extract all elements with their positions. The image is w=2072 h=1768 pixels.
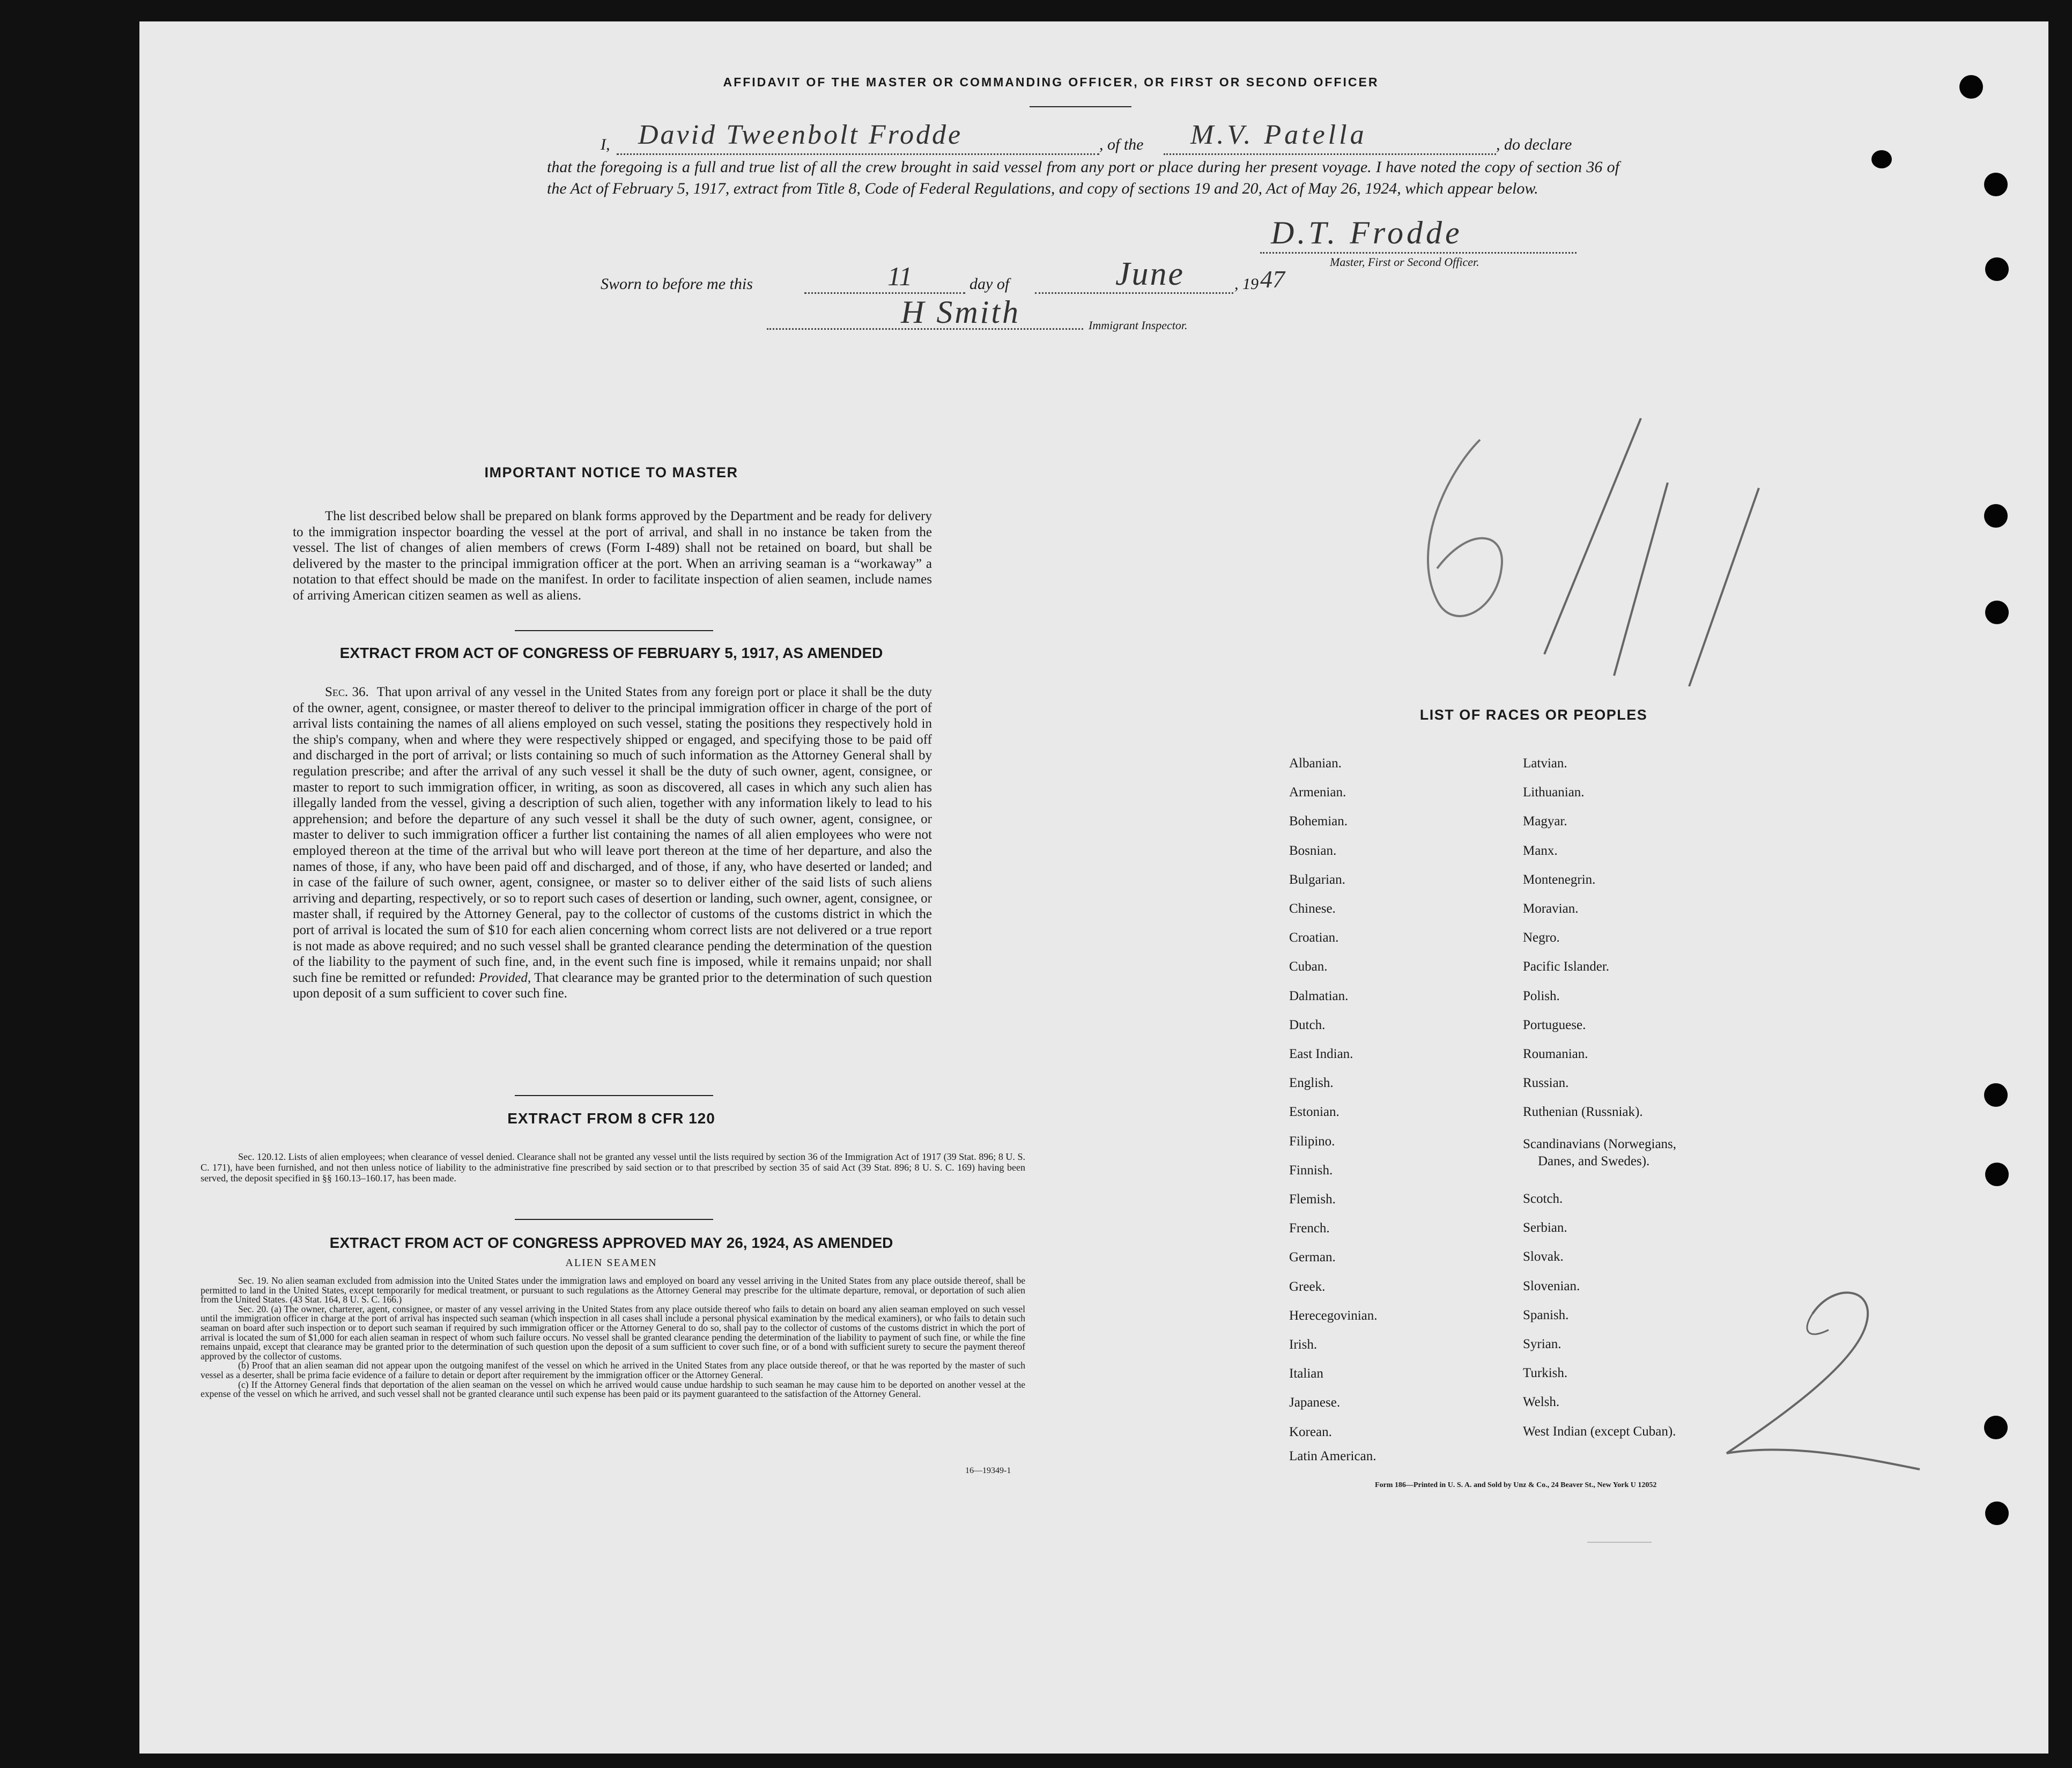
notice-title: IMPORTANT NOTICE TO MASTER xyxy=(484,464,738,480)
race-item: Korean. xyxy=(1289,1424,1332,1439)
form-code: 16—19349-1 xyxy=(965,1466,1011,1475)
extract-1917-body xyxy=(293,684,932,1002)
race-item: Russian. xyxy=(1523,1076,1569,1091)
race-item: Slovenian. xyxy=(1523,1278,1580,1293)
vessel-name-line xyxy=(1164,153,1496,155)
race-item: Japanese. xyxy=(1289,1395,1341,1410)
race-item: Montenegrin. xyxy=(1523,872,1596,887)
race-item: Negro. xyxy=(1523,930,1560,945)
officer-name-line xyxy=(617,153,1099,155)
sec20b-text: (b) Proof that an alien seaman did not appear upon the outgoing manifest of the vessel on which he arrived in the United States from any place outside thereof, or that he was reported by the master of such vessel as a deserter, shall be prima facie evidence of a failure to detain or deport after requirement by the immigration officer or the Attorney General. xyxy=(201,1360,1025,1380)
section-divider xyxy=(515,630,713,631)
master-signature-label: Master, First or Second Officer. xyxy=(1330,255,1479,269)
race-item: Flemish. xyxy=(1289,1192,1336,1207)
binder-hole xyxy=(1984,1416,2008,1439)
race-item: Danes, and Swedes). xyxy=(1538,1154,1650,1168)
binder-hole xyxy=(1984,504,2008,528)
race-item: German. xyxy=(1289,1250,1336,1265)
race-item: Spanish. xyxy=(1523,1307,1569,1322)
race-item: Manx. xyxy=(1523,843,1558,858)
binder-hole xyxy=(1984,1083,2008,1107)
race-item: Polish. xyxy=(1523,988,1560,1003)
sworn-year-prefix: , 19 xyxy=(1234,275,1259,293)
race-item: Italian xyxy=(1289,1366,1323,1381)
extract-cfr-title: EXTRACT FROM 8 CFR 120 xyxy=(507,1110,715,1127)
race-item: Bohemian. xyxy=(1289,814,1348,829)
sworn-prefix: Sworn to before me this xyxy=(601,275,753,293)
race-item: Serbian. xyxy=(1523,1220,1567,1236)
section-divider xyxy=(515,1095,713,1096)
sec20a-text: Sec. 20. (a) The owner, charterer, agent, consignee, or master of any vessel arriving in the United States from any place outside thereof who fails to detain on board any alien seaman employed on such vessel until the immigration officer in charge at the port of arrival has inspected such seaman (which inspection in all cases shall include a personal physical examination by the medical examiners), or who fails to detain such seaman on board after such inspection or to deport such seaman if required by such immigration officer or the Attorney General to do so, shall pay to the collector of customs of the customs district in which the port of arrival is located the sum of $1,000 for each alien seaman in respect of whom such failure occurs. No vessel shall be granted clearance pending the determination of the liability to payment of such fine, or while the fine remains unpaid, except that clearance may be granted prior to the determination of such question upon the deposit of a sum sufficient to cover such fine, or of a bond with sufficient surety to secure the payment thereof approved by the collector of customs. xyxy=(201,1303,1025,1362)
race-item: Bulgarian. xyxy=(1289,872,1345,887)
provided-word: Provided, xyxy=(479,970,531,985)
race-item: Welsh. xyxy=(1523,1395,1560,1410)
master-signature-line xyxy=(1260,252,1577,254)
race-item: Armenian. xyxy=(1289,785,1346,800)
race-item: Slovak. xyxy=(1523,1249,1564,1264)
race-item: Herecegovinian. xyxy=(1289,1308,1378,1323)
races-title: LIST OF RACES OR PEOPLES xyxy=(1419,707,1648,723)
sworn-day-of: day of xyxy=(970,275,1010,293)
binder-hole xyxy=(1985,1163,2009,1186)
race-item: Syrian. xyxy=(1523,1337,1562,1351)
race-item: Pacific Islander. xyxy=(1523,959,1610,974)
binder-hole xyxy=(1985,257,2009,281)
title-divider xyxy=(1030,106,1131,107)
race-item: Cuban. xyxy=(1289,959,1328,974)
race-item: Croatian. xyxy=(1289,930,1339,945)
extract-1924-title: EXTRACT FROM ACT OF CONGRESS APPROVED MAY 26, 1924, AS AMENDED xyxy=(329,1234,893,1251)
race-item: Estonian. xyxy=(1289,1105,1340,1120)
race-item: Roumanian. xyxy=(1523,1047,1588,1061)
affidavit-body: that the foregoing is a full and true list of all the crew brought in said vessel from any port or place during her present voyage. I have noted the copy of section 36 of the Act of February 5, 1917, extract from Title 8, Code of Federal Regulations, and copy of sections 19 and 20, Act of May 26, 1924, which appear below. xyxy=(547,158,1619,197)
handwritten-page-mark xyxy=(1705,1282,1930,1475)
race-item: French. xyxy=(1289,1221,1330,1236)
footer-divider xyxy=(1587,1542,1652,1543)
race-item: Finnish. xyxy=(1289,1163,1333,1178)
sec36-label: Sec. 36. xyxy=(325,685,369,699)
affidavit-line1-suffix: , do declare xyxy=(1496,136,1572,153)
inspector-label: Immigrant Inspector. xyxy=(1089,319,1188,332)
race-item: Magyar. xyxy=(1523,814,1567,829)
extract-1917-title: EXTRACT FROM ACT OF CONGRESS OF FEBRUARY 5, 1917, AS AMENDED xyxy=(339,645,883,661)
race-item: Dutch. xyxy=(1289,1017,1326,1032)
binder-hole xyxy=(1984,173,2008,196)
extract-1924-body xyxy=(201,1276,1025,1399)
race-item: English. xyxy=(1289,1076,1334,1091)
race-item: Scandinavians (Norwegians, xyxy=(1523,1137,1677,1151)
sworn-year: 47 xyxy=(1260,265,1285,293)
handwritten-sheet-number xyxy=(1373,408,1786,686)
race-item: Chinese. xyxy=(1289,901,1336,916)
race-item: Dalmatian. xyxy=(1289,988,1349,1003)
section-divider xyxy=(515,1219,713,1220)
race-item: West Indian (except Cuban). xyxy=(1523,1424,1676,1439)
race-item: Ruthenian (Russniak). xyxy=(1523,1105,1643,1120)
vessel-name-handwritten: M.V. Patella xyxy=(1190,120,1367,150)
race-item: Scotch. xyxy=(1523,1192,1563,1206)
extract-cfr-body: Sec. 120.12. Lists of alien employees; when clearance of vessel denied. Clearance shall not be granted any vessel until the lists required by section 36 of the Immigration Act of 1917 (39 Stat. 896; 8 U. S. C. 171), have been furnished, and not then unless notice of liability to the administrative fine prescribed by said section or to that prescribed by section 35 of said Act (39 Stat. 896; 8 U. S. C. 169) having been served, the deposit specified in §§ 160.13–160.17, has been made. xyxy=(201,1151,1025,1183)
binder-hole xyxy=(1959,75,1983,99)
race-item: Bosnian. xyxy=(1289,843,1337,858)
race-item: Filipino. xyxy=(1289,1134,1335,1149)
master-signature: D.T. Frodde xyxy=(1271,215,1463,250)
inspector-signature: H Smith xyxy=(901,294,1020,330)
binder-hole xyxy=(1985,1501,2009,1525)
race-item: Latin American. xyxy=(1289,1449,1377,1463)
affidavit-line1-mid: , of the xyxy=(1099,136,1144,153)
race-item: Greek. xyxy=(1289,1279,1326,1294)
race-item: Lithuanian. xyxy=(1523,785,1585,800)
binder-hole xyxy=(1985,601,2009,624)
race-item: Moravian. xyxy=(1523,901,1579,916)
notice-body: The list described below shall be prepared on blank forms approved by the Department and be ready for delivery to the immigration inspector boarding the vessel at the port of arrival, and shall in no instance be taken from the vessel. The list of changes of alien members of crews (Form I-489) shall not be retained on board, but shall be delivered by the master to the principal immigration officer at the port. When an arriving seaman is a “workaway” a notation to that effect should be made on the manifest. In order to facilitate inspection of alien seamen, include names of arriving American citizen seamen as well as aliens. xyxy=(293,509,932,603)
sworn-day: 11 xyxy=(887,261,913,291)
sworn-month: June xyxy=(1115,256,1185,292)
sec20c-text: (c) If the Attorney General finds that deportation of the alien seaman on the vessel on which he arrived would cause undue hardship to such seaman he may cause him to be deported on another vessel at the expense of the vessel on which he arrived, and such vessel shall not be granted clearance until such expense has been paid or its payment guaranteed to the satisfaction of the Attorney General. xyxy=(201,1379,1025,1400)
printer-footer: Form 186—Printed in U. S. A. and Sold by Unz & Co., 24 Beaver St., New York U 12052 xyxy=(1375,1481,1657,1489)
race-item: Latvian. xyxy=(1523,756,1567,771)
affidavit-line1-prefix: I, xyxy=(601,136,610,153)
page-mark-text xyxy=(1812,1442,1813,1443)
race-item: Portuguese. xyxy=(1523,1017,1586,1032)
sec19-text: Sec. 19. No alien seaman excluded from admission into the United States under the immigration laws and employed on board any vessel arriving in the United States from any place outside thereof, shall be permitted to land in the United States, except temporarily for medical treatment, or pursuant to such regulations as the Attorney General may prescribe for the ultimate departure, removal, or deportation of such alien from the United States. (43 Stat. 164, 8 U. S. C. 166.) xyxy=(201,1275,1025,1305)
race-item: Turkish. xyxy=(1523,1366,1568,1381)
race-item: Irish. xyxy=(1289,1337,1318,1352)
extract-1924-subtitle: ALIEN SEAMEN xyxy=(565,1257,657,1269)
binder-hole xyxy=(1871,150,1892,168)
race-item: Albanian. xyxy=(1289,756,1342,771)
sec36-text: That upon arrival of any vessel in the United States from any foreign port or place it shall be the duty of the owner, agent, consignee, or master thereof to deliver to the principal immigration officer in charge of the port of arrival lists containing the names of all aliens employed on such vessel, stating the positions they respectively hold in the ship's company, when and where they were respectively shipped or engaged, and specifying those to be paid off and discharged in the port of arrival; or lists containing so much of such information as the Attorney General shall by regulation prescribe; and after the arrival of any such vessel it shall be the duty of such owner, agent, consignee, or master to report to such immigration officer, in writing, as soon as discovered, all cases in which any such alien has illegally landed from the vessel, giving a description of such alien, together with any information likely to lead to his apprehension; and before the departure of any such vessel it shall be the duty of such owner, agent, consignee, or master to deliver to such immigration officer a further list containing the names of all alien employees who were not employed thereon at the time of the arrival but who will leave port thereon at the time of her departure, and also the names of those, if any, who have been paid off and discharged, and of those, if any, who have deserted or landed; and in case of the failure of such owner, agent, consignee, or master so to deliver either of the said lists of such aliens arriving and departing, respectively, or so to report such cases of desertion or landing, such owner, agent, consignee, or master shall, if required by the Attorney General, pay to the collector of customs of the customs district in which the port of arrival is located the sum of $10 for each alien concerning whom correct lists are not delivered or a true report is not made as above required; and no such vessel shall be granted clearance pending the determination of the question of the liability to the payment of such fine, and, in the event such fine is imposed, while it remains unpaid; nor shall such fine be remitted or refunded: xyxy=(293,685,932,985)
affidavit-title: AFFIDAVIT OF THE MASTER OR COMMANDING OFFICER, OR FIRST OR SECOND OFFICER xyxy=(723,75,1379,89)
sec36-end: That clearance may be granted prior to the determination of such question upon deposit of a sum sufficient to cover such fine. xyxy=(293,970,933,1001)
officer-name-signature: David Tweenbolt Frodde xyxy=(638,120,963,150)
race-item: East Indian. xyxy=(1289,1047,1353,1061)
